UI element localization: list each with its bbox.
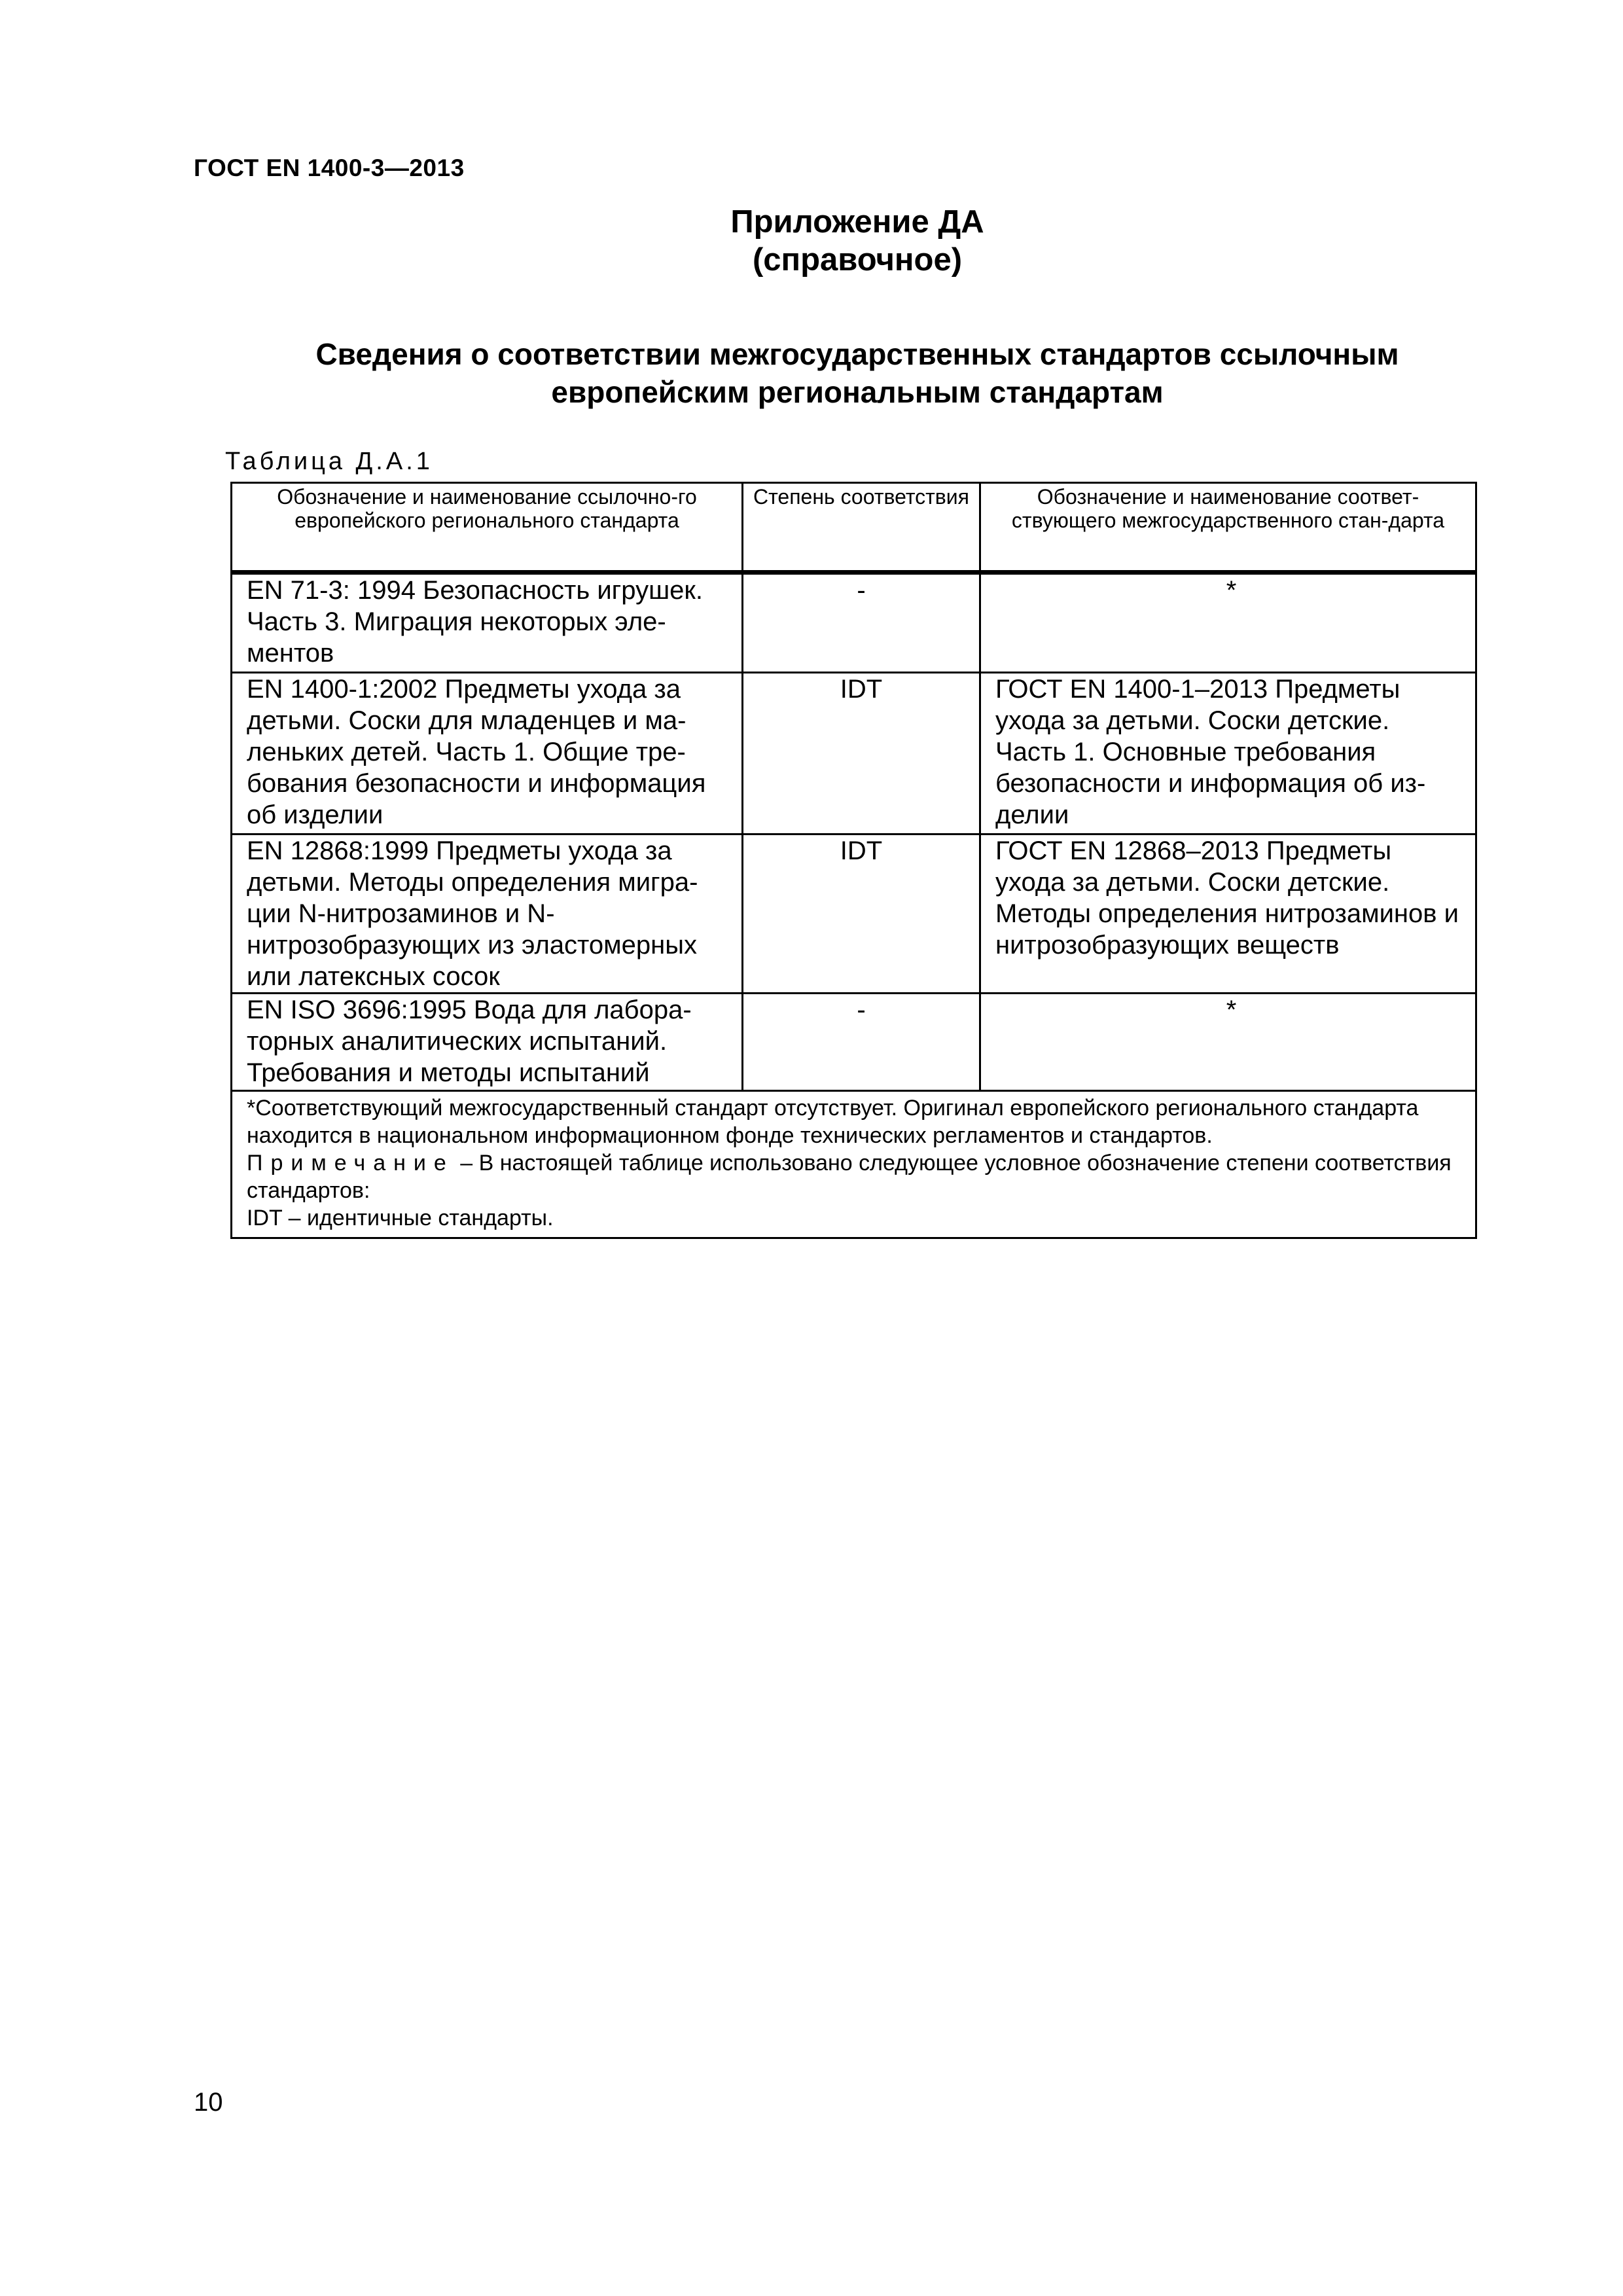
page-number: 10 (194, 2088, 223, 2117)
european-standard-cell: EN 12868:1999 Предметы ухода за детьми. Методы определения мигра-ции N-нитрозаминов и N-нитрозобразующих из эластомерных или латексных сосок (232, 834, 743, 994)
table-caption: Таблица Д.А.1 (225, 448, 433, 475)
interstate-standard-cell: ГОСТ EN 12868–2013 Предметы ухода за детьми. Соски детские. Методы определения нитрозаминов и нитрозобразующих веществ (980, 834, 1476, 994)
table-footnote-row (232, 1091, 1476, 1238)
table-row (232, 834, 1476, 994)
header-degree: Степень соответствия (743, 483, 980, 573)
degree-cell: IDT (743, 673, 980, 834)
table-row (232, 994, 1476, 1091)
degree-cell: - (743, 994, 980, 1091)
table-row (232, 573, 1476, 673)
header-european-standard: Обозначение и наименование ссылочно-го европейского регионального стандарта (232, 483, 743, 573)
table-header-row (232, 483, 1476, 573)
table-footnote (232, 1091, 1476, 1238)
document-code: ГОСТ EN 1400-3—2013 (194, 154, 465, 181)
footnote-note (247, 1149, 1469, 1204)
european-standard-cell: EN ISO 3696:1995 Вода для лабора-торных аналитических испытаний. Требования и методы испытаний (232, 994, 743, 1091)
interstate-standard-cell: * (980, 994, 1476, 1091)
interstate-standard-cell: ГОСТ EN 1400-1–2013 Предметы ухода за детьми. Соски детские. Часть 1. Основные требования безопасности и информация об из-делии (980, 673, 1476, 834)
footnote-legend: IDT – идентичные стандарты. (247, 1206, 554, 1230)
appendix-subtitle: (справочное) (752, 242, 963, 278)
section-heading-line-2: европейским региональным стандартам (551, 375, 1164, 409)
appendix-title: Приложение ДА (730, 204, 984, 240)
european-standard-cell: EN 1400-1:2002 Предметы ухода за детьми. Соски для младенцев и ма-леньких детей. Часть 1. Общие тре-бования безопасности и информация об изделии (232, 673, 743, 834)
standards-correspondence-table (230, 482, 1477, 1239)
degree-cell: IDT (743, 834, 980, 994)
note-text: – В настоящей таблице использовано следующее условное обозначение степени соответствия стандартов: (247, 1151, 1452, 1203)
footnote-absent-standard: *Соответствующий межгосударственный стандарт отсутствует. Оригинал европейского регионального стандарта находится в национальном информационном фонде технических регламентов и стандартов. (247, 1096, 1419, 1148)
table-row (232, 673, 1476, 834)
degree-cell: - (743, 573, 980, 673)
european-standard-cell: EN 71-3: 1994 Безопасность игрушек. Часть 3. Миграция некоторых эле-ментов (232, 573, 743, 673)
section-heading-line-1: Сведения о соответствии межгосударственных стандартов ссылочным (315, 337, 1399, 371)
header-interstate-standard: Обозначение и наименование соответ-ствующего межгосударственного стан-дарта (980, 483, 1476, 573)
note-label: Примечание (247, 1151, 454, 1175)
interstate-standard-cell: * (980, 573, 1476, 673)
